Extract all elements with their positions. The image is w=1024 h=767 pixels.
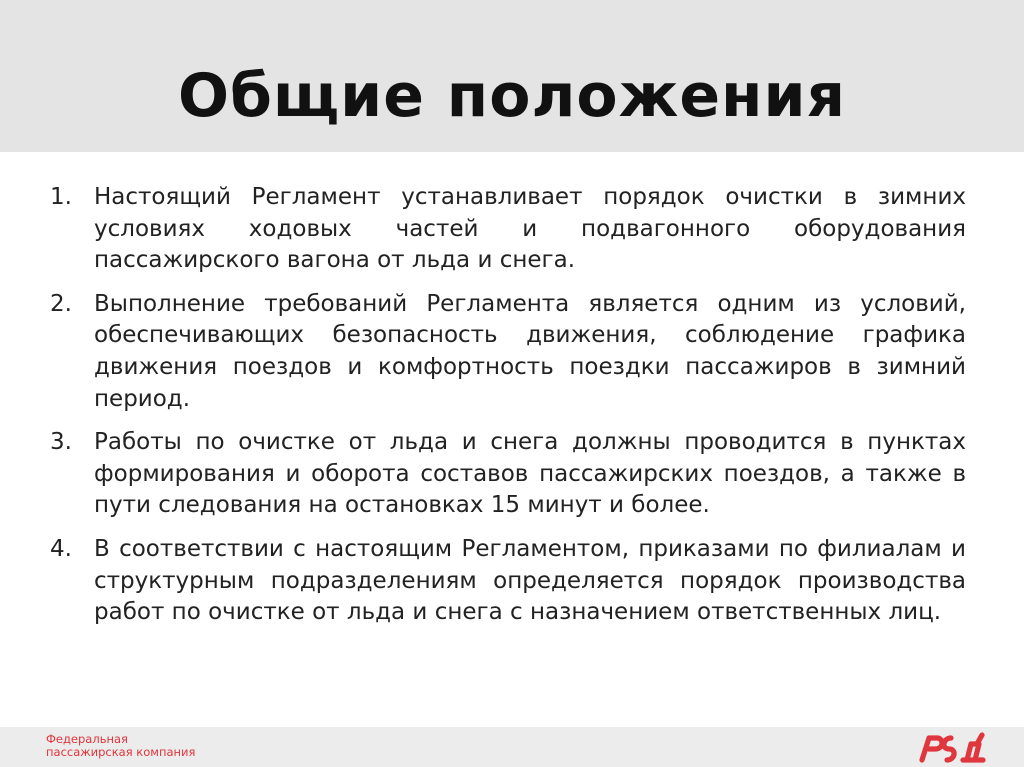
list-item-number: 2. [50,290,72,317]
list-item [50,427,966,522]
list-item-number: 4. [50,535,72,562]
page-title: Общие положения [177,61,847,131]
numbered-list [50,182,966,641]
list-item-text: В соответствии с настоящим Регламентом, приказами по филиалам и структурным подразделениям определяется порядок производства работ по очистке от льда и снега с назначением ответственных лиц. [94,535,966,626]
list-item-text: Настоящий Регламент устанавливает порядок очистки в зимних условиях ходовых частей и подвагонного оборудования пассажирского вагона от льда и снега. [94,184,966,274]
company-name-line2: пассажирская компания [46,745,196,759]
list-item [50,182,966,277]
rzd-logo-icon [916,729,990,763]
list-item [50,289,966,415]
list-item-text: Выполнение требований Регламента является одним из условий, обеспечивающих безопасность движения, соблюдение графика движения поездов и комфортность поездки пассажиров в зимний период. [94,290,966,412]
list-item-number: 1. [50,184,72,210]
list-item-number: 3. [50,429,72,456]
title-bar [0,0,1024,152]
footer-bar [0,727,1024,767]
list-item-text: Работы по очистке от льда и снега должны проводится в пунктах формирования и оборота составов пассажирских поездов, а также в пути следования на остановках 15 минут и более. [94,429,966,519]
company-name [46,733,195,759]
list-item [50,534,966,629]
company-name-line1: Федеральная [46,732,128,746]
